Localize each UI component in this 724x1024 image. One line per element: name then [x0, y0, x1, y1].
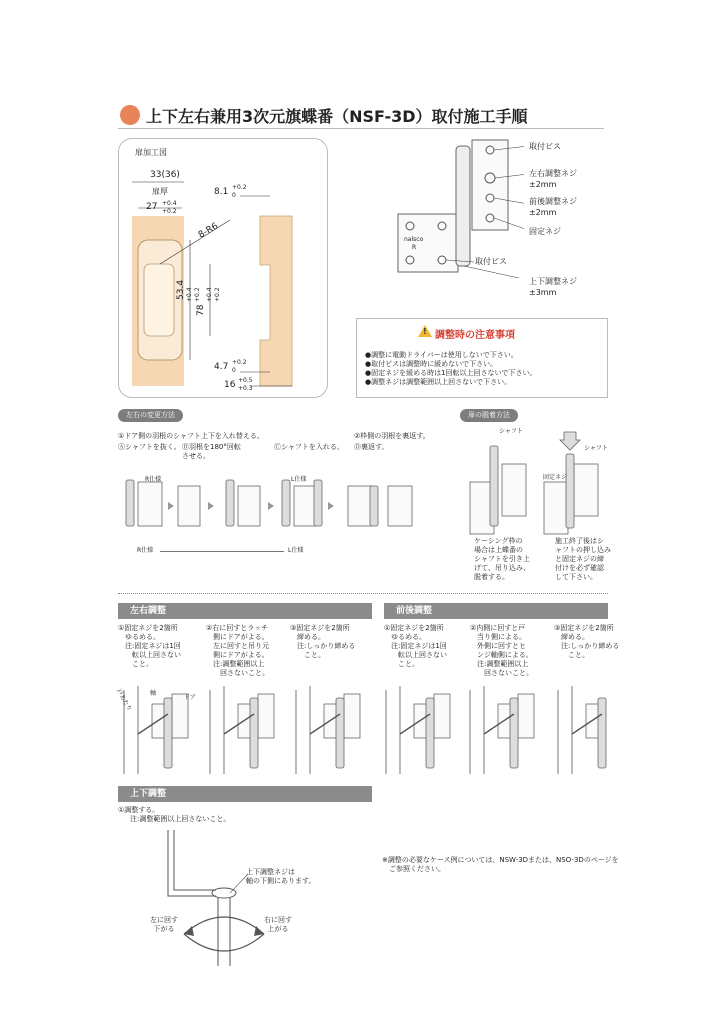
- label-fb-range: ±2mm: [529, 208, 557, 217]
- spec-arrow-line: [160, 551, 284, 552]
- door-remove-tag: 扉の脱着方法: [460, 409, 518, 422]
- lr-change-step2: ②枠側の羽根を裏返す。: [354, 432, 430, 440]
- dim-16-tolerance: +0.5 +0.3: [238, 377, 253, 392]
- label-screw-top: 取付ビス: [529, 142, 561, 151]
- fig-pin-label: 軸: [150, 690, 157, 697]
- dim-door-thickness: 扉厚: [152, 187, 168, 196]
- ud-screw-note: 上下調整ネジは 軸の下側にあります。: [246, 868, 316, 885]
- dim-16: 16: [224, 380, 236, 390]
- caution-item: ●調整ネジは調整範囲以上回さないで下さい。: [365, 378, 512, 386]
- label-fb-adjust: 前後調整ネジ: [529, 197, 577, 206]
- lr-change-step1a: Ⓐシャフトを抜く。: [118, 443, 181, 451]
- lr-change-figures: [118, 472, 438, 534]
- fix-screw-label: 固定ネジ: [543, 474, 568, 481]
- hinge-brand-label: nalsco: [404, 236, 424, 243]
- lr-adjust-step1: ①固定ネジを2箇所 ゆるめる。 注:固定ネジは1回 転以上回さない こと。: [118, 624, 181, 668]
- lr-change-step1b: Ⓑ羽根を180°回転 させる。: [182, 443, 241, 460]
- lr-change-step2d: Ⓓ裏返す。: [354, 443, 389, 451]
- hinge-pocket-inner: [144, 264, 174, 336]
- dim-78-tolerance: +0.4 +0.2: [206, 287, 221, 302]
- fb-adjust-header: 前後調整: [384, 603, 608, 619]
- dim-78: 78: [196, 304, 206, 316]
- caution-item: ●調整に電動ドライバーは使用しないで下さい。: [365, 351, 518, 359]
- ud-adjust-figure: [140, 830, 300, 970]
- shaft-label-1: シャフト: [499, 428, 523, 435]
- label-ud-range: ±3mm: [529, 288, 557, 297]
- label-ud-adjust: 上下調整ネジ: [529, 277, 577, 286]
- drill-diagram-label: 扉加工図: [135, 148, 167, 157]
- fig-frame-label: 戸あたり: [114, 688, 134, 713]
- ud-adjust-note: 注:調整範囲以上回さないこと。: [130, 815, 231, 823]
- lr-change-step1c: Ⓒシャフトを入れる。: [274, 443, 344, 451]
- title-divider: [118, 128, 604, 129]
- section-divider: [118, 593, 608, 594]
- dim-33: 33(36): [150, 170, 180, 180]
- ud-adjust-step1: ①調整する。: [118, 806, 160, 814]
- lr-change-step1: ①ドア側の羽根のシャフト上下を入れ替える。: [118, 432, 264, 440]
- fig-door-label: ドア: [184, 694, 196, 701]
- l-figure-label: L仕様: [291, 476, 307, 483]
- title-bullet-icon: [120, 105, 140, 125]
- page-title: 上下左右兼用3次元旗蝶番（NSF-3D）取付施工手順: [146, 107, 528, 126]
- lr-adjust-step2: ②右に回すとラッチ 側にドアがよる。 左に回すと吊り元 側にドアがよる。 注:調整範囲以上 回さないこと。: [206, 624, 269, 677]
- lr-adjust-step3: ③固定ネジを2箇所 締める。 注:しっかり締める こと。: [290, 624, 356, 659]
- dim-4-7: 4.7: [214, 362, 229, 372]
- footnote: ※調整の必要なケース例については、NSW-3Dまたは、NSO-3Dのページを ご参照ください。: [382, 856, 619, 873]
- dim-r6: 8-R6: [196, 221, 221, 241]
- label-lr-adjust: 左右調整ネジ: [529, 169, 577, 178]
- caution-title: 調整時の注意事項: [435, 330, 515, 341]
- dim-53-tolerance: +0.4 +0.2: [186, 287, 201, 302]
- r-spec-label: R仕様: [137, 547, 154, 554]
- dim-53: 53.4: [176, 279, 186, 300]
- door-section-right: [260, 216, 292, 386]
- label-screw-bottom: 取付ビス: [475, 257, 507, 266]
- dim-27: 27: [146, 202, 158, 212]
- warning-exclamation-icon: !: [423, 327, 427, 336]
- door-remove-note-1: ケーシング枠の 場合は上蝶番の シャフトを引き上 げて、吊り込み、 脱着する。: [474, 537, 531, 581]
- dim-8-1-tolerance: +0.2 0: [232, 184, 247, 199]
- caution-list: [365, 351, 537, 387]
- ud-left-turn-label: 左に回す 下がる: [150, 916, 178, 933]
- hinge-r-label: R: [412, 244, 417, 251]
- ud-adjust-header: 上下調整: [118, 786, 372, 802]
- fb-adjust-step3: ③固定ネジを2箇所 締める。 注:しっかり締める こと。: [554, 624, 620, 659]
- ud-right-turn-label: 右に回す 上がる: [264, 916, 292, 933]
- l-spec-label: L仕様: [288, 547, 304, 554]
- caution-item: ●固定ネジを緩める時は1回転以上回さないで下さい。: [365, 369, 537, 377]
- lr-change-tag: 左右の変更方法: [118, 409, 183, 422]
- r-figure-label: R仕様: [145, 476, 162, 483]
- fb-adjust-step1: ①固定ネジを2箇所 ゆるめる。 注:固定ネジは1回 転以上回さない こと。: [384, 624, 447, 668]
- lr-adjust-header: 左右調整: [118, 603, 372, 619]
- fb-adjust-step2: ②内側に回すと戸 当り側による。 外側に回すとヒ ンジ軸側による。 注:調整範囲以上 回さないこと。: [470, 624, 533, 677]
- label-fix-screw: 固定ネジ: [529, 227, 561, 236]
- shaft-label-2: シャフト: [584, 445, 608, 452]
- door-remove-note-2: 施工終了後はシ ャフトの押し込み と固定ネジの締 付けを必ず確認 して下さい。: [555, 537, 611, 581]
- label-lr-range: ±2mm: [529, 180, 557, 189]
- dim-4-7-tolerance: +0.2 0: [232, 359, 247, 374]
- dim-27-tolerance: +0.4 +0.2: [162, 200, 177, 215]
- caution-item: ●取付ビスは調整時に緩めないで下さい。: [365, 360, 498, 368]
- dim-8-1: 8.1: [214, 187, 229, 197]
